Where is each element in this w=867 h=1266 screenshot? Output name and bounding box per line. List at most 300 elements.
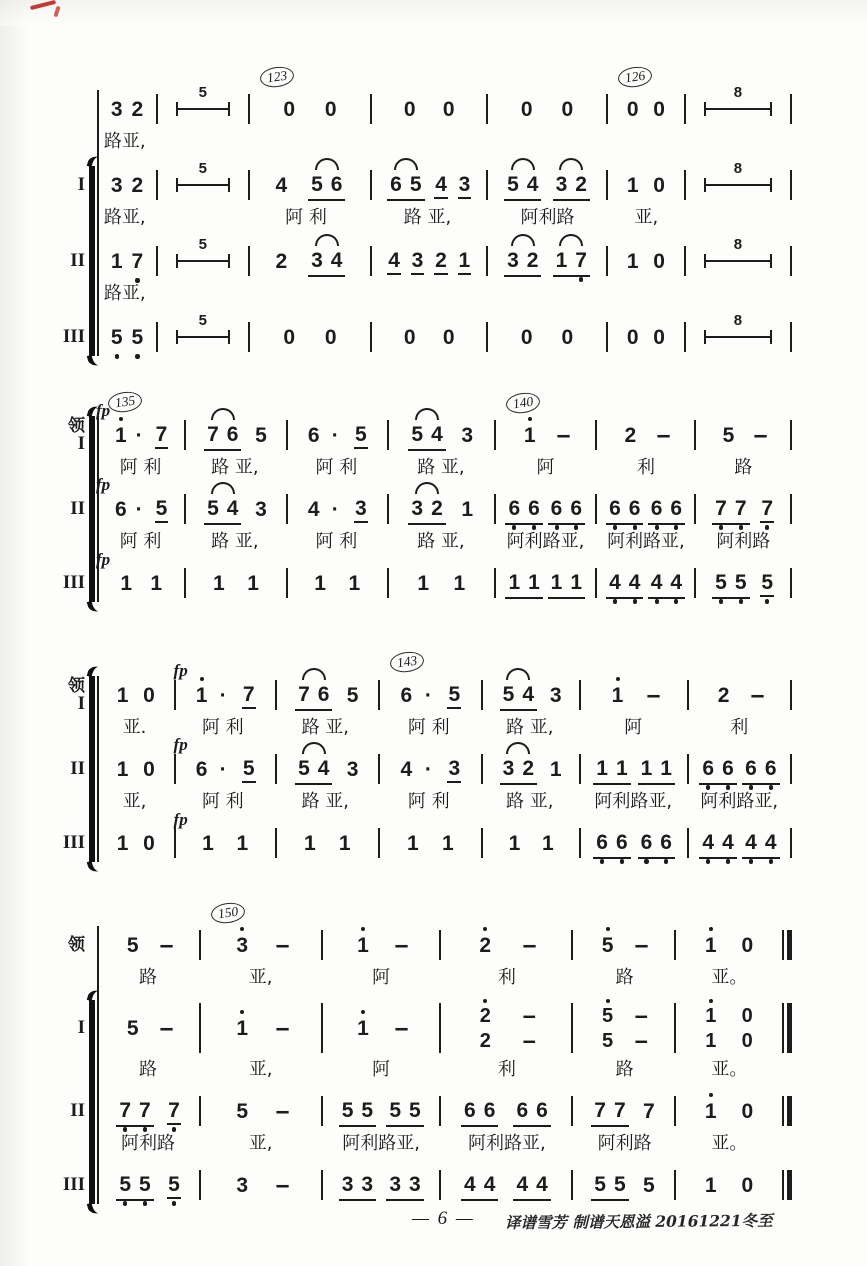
measure xyxy=(696,423,790,448)
rest-line xyxy=(704,336,772,338)
stave-label: III xyxy=(62,832,85,854)
note-row xyxy=(98,312,792,356)
slur-beam-group xyxy=(204,420,241,451)
beam-group xyxy=(606,494,643,525)
stave-row xyxy=(40,474,792,552)
note: 6 xyxy=(528,496,540,520)
note: 3 xyxy=(341,1172,354,1196)
lyric-measure xyxy=(275,713,377,739)
lyric-measure xyxy=(323,963,439,989)
augmentation-dot: · xyxy=(424,683,432,707)
measure xyxy=(676,1005,782,1052)
note: 0 xyxy=(741,1004,753,1027)
note: 3 xyxy=(255,497,267,521)
lyric-text: 路 xyxy=(139,1059,158,1080)
lyric-measure xyxy=(388,453,494,479)
lyric-text: 路 亚, xyxy=(417,531,465,552)
note: 1 xyxy=(705,1004,717,1027)
lyric-text: 阿利路 xyxy=(520,207,575,228)
note: 0 xyxy=(653,249,665,273)
note: 5 xyxy=(139,1172,151,1196)
note: 3 xyxy=(354,496,368,523)
note: 1 xyxy=(704,1099,717,1123)
lyric-measure xyxy=(98,963,198,989)
lyric-text: 阿利路 xyxy=(716,531,771,552)
lyric-text: 阿利路亚, xyxy=(506,531,585,552)
lyric-text: 亚, xyxy=(634,207,659,228)
note: 4 xyxy=(609,570,621,594)
stave-row xyxy=(40,236,792,304)
measure xyxy=(686,84,790,117)
measure xyxy=(277,831,378,856)
lyric-measure xyxy=(98,1055,198,1081)
measure xyxy=(173,660,275,709)
stave-label: II xyxy=(70,250,85,272)
augmentation-dot: · xyxy=(331,423,339,447)
measure xyxy=(288,571,387,596)
lyric-measure xyxy=(173,787,272,813)
stave-main xyxy=(98,312,792,356)
stave-row xyxy=(40,1166,792,1204)
beam-group xyxy=(648,568,685,599)
lyric-text: 阿利路亚, xyxy=(467,1133,546,1154)
beam-group xyxy=(591,1170,628,1201)
multimeasure-rest xyxy=(704,236,772,269)
divisi-stack xyxy=(479,1005,492,1052)
divisi-stack xyxy=(633,1004,650,1052)
note: 6 xyxy=(400,683,413,707)
dash-note: - xyxy=(521,1004,537,1027)
note: 2 xyxy=(275,249,288,273)
slur-beam-group xyxy=(308,246,345,277)
system-bracket xyxy=(89,416,95,602)
note: 1 xyxy=(114,423,127,447)
note: 1 xyxy=(120,571,133,595)
note: 2 xyxy=(479,1029,491,1052)
beam-group xyxy=(593,754,630,785)
augmentation-dot: · xyxy=(135,497,143,521)
final-double-barline xyxy=(782,930,792,960)
lyric-text: 阿 利 xyxy=(315,531,358,552)
lyric-measure xyxy=(597,453,694,479)
note: 1 xyxy=(247,571,259,595)
lyric-measure xyxy=(689,787,791,813)
lyric-text: 路 亚, xyxy=(211,531,259,552)
lyric-row xyxy=(98,1056,792,1080)
measure xyxy=(686,312,790,345)
stave-main xyxy=(98,734,792,812)
note: 0 xyxy=(143,757,155,781)
note: 1 xyxy=(523,423,536,447)
note: 1 xyxy=(110,249,123,273)
end-barline xyxy=(790,754,792,784)
lyric-text: 阿 利 xyxy=(201,717,244,738)
dash-note: - xyxy=(158,1016,175,1040)
lyric-text: 阿 xyxy=(372,1059,391,1080)
note: 6 xyxy=(516,1098,529,1122)
note: 0 xyxy=(442,97,455,121)
measure xyxy=(380,652,481,709)
lyric-text: 亚。 xyxy=(711,967,748,988)
note: 5 xyxy=(411,422,424,446)
beam-group xyxy=(699,828,736,859)
note: 5 xyxy=(119,1172,132,1196)
note: 4 xyxy=(536,1172,548,1196)
lyric-text: 路 亚, xyxy=(506,717,554,738)
lyric-measure xyxy=(487,203,608,229)
note: 4 xyxy=(745,830,757,854)
note: 5 xyxy=(361,1098,374,1122)
note: 7 xyxy=(139,1098,151,1122)
measure xyxy=(201,1099,321,1124)
lyric-measure xyxy=(275,787,377,813)
lyric-text: 利 xyxy=(497,967,516,988)
note: 1 xyxy=(549,757,562,781)
note: 1 xyxy=(550,570,563,594)
note-row xyxy=(98,903,792,964)
note: 0 xyxy=(143,831,155,855)
measure xyxy=(441,933,571,958)
lyric-text: 阿 利 xyxy=(201,791,244,812)
note: 6 xyxy=(550,496,563,520)
lyric-measure xyxy=(580,787,687,813)
lyric-measure xyxy=(575,1129,675,1155)
stave-main xyxy=(98,1092,792,1154)
lyric-row xyxy=(98,788,792,812)
note: 0 xyxy=(561,97,574,121)
beam-group xyxy=(505,494,542,525)
note: 0 xyxy=(520,325,533,349)
dash-note: - xyxy=(274,1173,291,1197)
measure xyxy=(483,831,580,856)
note: 6 xyxy=(307,423,320,447)
measure xyxy=(98,933,199,958)
measure xyxy=(323,1096,439,1127)
note: 6 xyxy=(628,496,641,520)
stave-main xyxy=(96,549,792,602)
measure xyxy=(573,933,674,958)
page-number: — 6 — xyxy=(412,1208,475,1229)
note: 0 xyxy=(403,97,416,121)
slur-beam-group xyxy=(504,170,541,201)
lyric-text: 亚, xyxy=(248,1059,273,1080)
lyric-measure xyxy=(173,713,272,739)
note: 5 xyxy=(155,496,169,523)
note: 6 xyxy=(615,830,628,854)
stave-label: I xyxy=(77,174,85,196)
stave-label: I xyxy=(77,432,85,454)
note: 4 xyxy=(670,570,683,594)
note: 5 xyxy=(131,325,144,349)
measure xyxy=(158,160,247,193)
measure xyxy=(686,160,790,193)
note: 1 xyxy=(528,570,540,594)
beam-group xyxy=(638,828,675,859)
dash-note: - xyxy=(393,933,410,957)
lyric-measure xyxy=(200,1129,321,1155)
measure xyxy=(608,67,684,122)
lyric-text: 路 xyxy=(139,967,158,988)
measure xyxy=(288,422,387,449)
measure xyxy=(186,494,285,525)
dash-note: - xyxy=(752,423,769,447)
final-double-barline xyxy=(782,1003,792,1053)
measure xyxy=(573,1005,674,1052)
measure xyxy=(98,1096,199,1127)
stave-main xyxy=(98,160,792,228)
measure xyxy=(608,325,684,350)
note: 6 xyxy=(195,757,208,781)
measure xyxy=(581,828,687,859)
measure xyxy=(372,170,486,201)
lyric-text: 利 xyxy=(730,717,749,738)
measure xyxy=(98,325,156,350)
lyric-text: 路亚, xyxy=(103,131,146,152)
note: 3 xyxy=(549,683,562,707)
multimeasure-rest xyxy=(176,160,229,193)
lyric-measure xyxy=(98,713,171,739)
beam-group xyxy=(712,568,749,599)
lyric-text: 阿 xyxy=(624,717,643,738)
lyric-row xyxy=(98,280,792,304)
note: 1 xyxy=(303,831,316,855)
measure xyxy=(158,84,247,117)
note: 0 xyxy=(741,933,754,957)
stave-row xyxy=(40,160,792,228)
multimeasure-rest xyxy=(176,84,229,117)
measure xyxy=(98,1016,199,1041)
stave-label: III xyxy=(62,326,85,348)
lyric-text: 阿利路 xyxy=(597,1133,652,1154)
note: 1 xyxy=(508,831,521,855)
beam-group xyxy=(116,1096,153,1127)
note: 4 xyxy=(226,496,239,520)
lyric-row xyxy=(98,714,792,738)
lyric-measure xyxy=(244,203,368,229)
rest-measure-count: 8 xyxy=(733,84,743,101)
note: 1 xyxy=(704,1173,717,1197)
note: 3 xyxy=(389,1172,402,1196)
lyric-measure xyxy=(98,453,183,479)
dynamic-fp-marking: fp xyxy=(173,734,188,754)
note-row xyxy=(98,236,792,280)
note: 4 xyxy=(330,248,343,272)
note-row xyxy=(98,1166,792,1204)
dash-note: - xyxy=(555,423,572,447)
note: 3 xyxy=(461,423,474,447)
measure xyxy=(389,420,494,451)
beam-group xyxy=(386,1096,423,1127)
note: 4 xyxy=(628,570,641,594)
stave-label: 领 xyxy=(68,675,85,695)
note: 5 xyxy=(447,682,461,709)
note: 0 xyxy=(741,1099,754,1123)
note: 6 xyxy=(670,496,683,520)
lyric-row xyxy=(98,454,792,478)
note: 3 xyxy=(507,248,519,272)
measure xyxy=(496,393,595,448)
stave-label: II xyxy=(70,498,85,520)
measure xyxy=(496,568,595,599)
stave-row xyxy=(40,652,792,738)
system-bracket xyxy=(89,166,95,356)
lyric-text: 阿 利 xyxy=(119,531,162,552)
lyric-text: 亚, xyxy=(248,967,273,988)
note: 5 xyxy=(354,422,368,449)
stave-main xyxy=(98,652,792,738)
note: 5 xyxy=(409,172,422,196)
lyric-text: 亚。 xyxy=(711,1059,748,1080)
note: 1 xyxy=(626,249,639,273)
system-start-barline xyxy=(97,90,99,356)
note: 5 xyxy=(602,1004,614,1027)
lyric-measure xyxy=(575,1055,675,1081)
note: 1 xyxy=(660,756,672,780)
scan-edge-top xyxy=(0,0,867,26)
note: 3 xyxy=(236,1173,249,1197)
measure xyxy=(277,754,378,785)
note: 5 xyxy=(760,570,774,597)
measure xyxy=(250,67,371,122)
note: 5 xyxy=(207,496,219,520)
augmentation-dot: · xyxy=(331,497,339,521)
measure xyxy=(98,1170,199,1201)
beam-group xyxy=(593,828,630,859)
lyric-text: 阿利路亚, xyxy=(594,791,673,812)
rest-line xyxy=(176,336,229,338)
divisi-stack xyxy=(601,1005,614,1052)
note: 7 xyxy=(131,249,144,273)
dash-note: - xyxy=(520,933,538,957)
measure xyxy=(441,1005,571,1052)
note: 3 xyxy=(411,496,424,520)
note: 5 xyxy=(722,423,735,447)
lyric-measure xyxy=(496,527,595,553)
measure xyxy=(98,249,156,274)
dynamic-fp-marking: fp xyxy=(173,660,188,680)
measure xyxy=(98,831,174,856)
stave-main xyxy=(98,236,792,304)
note: 3 xyxy=(236,933,249,957)
final-double-barline xyxy=(782,1096,792,1126)
note: 2 xyxy=(479,933,492,957)
measure xyxy=(98,757,174,782)
lyric-measure xyxy=(677,963,782,989)
multimeasure-rest xyxy=(704,160,772,193)
note: 2 xyxy=(717,683,730,707)
note: 3 xyxy=(411,248,425,275)
lyric-text: 阿 利 xyxy=(119,457,162,478)
augmentation-dot: · xyxy=(135,423,143,447)
end-barline xyxy=(790,568,792,598)
rest-measure-count: 5 xyxy=(198,236,207,253)
note: 0 xyxy=(626,325,639,349)
note: 5 xyxy=(255,423,267,447)
note: 1 xyxy=(314,571,326,595)
divisi-stack xyxy=(521,1004,537,1052)
measure xyxy=(323,1170,439,1201)
lyric-text: 路亚, xyxy=(103,207,146,228)
lyric-measure xyxy=(441,963,573,989)
lyric-text: 路 亚, xyxy=(403,207,452,228)
note: 0 xyxy=(653,325,665,349)
note: 5 xyxy=(236,1099,249,1123)
lyric-measure xyxy=(185,527,284,553)
note: 7 xyxy=(594,1098,606,1122)
rest-measure-count: 8 xyxy=(733,160,743,177)
rest-measure-count: 5 xyxy=(198,312,207,329)
measure xyxy=(676,933,782,958)
note: 6 xyxy=(508,496,521,520)
note: 6 xyxy=(226,422,239,446)
slur-beam-group xyxy=(295,680,332,711)
note: 6 xyxy=(702,756,715,780)
measure xyxy=(98,97,156,122)
note: 5 xyxy=(502,682,515,706)
note: 1 xyxy=(461,497,474,521)
note: 2 xyxy=(575,172,587,196)
note-row xyxy=(98,809,792,862)
lyric-text: 亚, xyxy=(122,791,147,812)
note: 1 xyxy=(407,831,419,855)
note: 1 xyxy=(626,173,639,197)
measure xyxy=(158,312,247,345)
note: 0 xyxy=(143,683,155,707)
end-barline xyxy=(790,322,792,352)
measure xyxy=(250,325,371,350)
note: 1 xyxy=(348,571,361,595)
beam-group xyxy=(742,828,779,859)
dash-note: - xyxy=(749,683,766,707)
end-barline xyxy=(790,420,792,450)
measure xyxy=(441,1096,571,1127)
note: 5 xyxy=(341,1098,354,1122)
lyric-text: 路 xyxy=(734,457,753,478)
measure xyxy=(201,1016,321,1041)
lyric-text: 阿 利 xyxy=(315,457,358,478)
note: 1 xyxy=(116,683,129,707)
lyric-row xyxy=(98,204,792,228)
note: 0 xyxy=(442,325,455,349)
lyric-measure xyxy=(98,787,171,813)
note: 0 xyxy=(741,1029,753,1052)
measure xyxy=(96,474,184,523)
note: 5 xyxy=(409,1098,421,1122)
note: 4 xyxy=(434,172,448,199)
page-footer xyxy=(0,1208,867,1238)
lyric-measure xyxy=(689,713,791,739)
lyric-measure xyxy=(388,527,494,553)
note: 1 xyxy=(236,1016,249,1040)
note-row xyxy=(96,392,792,454)
note: 5 xyxy=(298,756,310,780)
note: 7 xyxy=(242,682,256,709)
divisi-stack xyxy=(704,1005,717,1052)
note: 7 xyxy=(613,1098,626,1122)
measure-number-badge: 140 xyxy=(504,390,541,415)
lyric-measure xyxy=(287,453,386,479)
stave-label: II xyxy=(70,758,85,780)
note: 6 xyxy=(390,172,402,196)
stave-label: 领 xyxy=(68,415,85,435)
lyric-text: 阿 xyxy=(536,457,555,478)
note: 5 xyxy=(346,683,359,707)
end-barline xyxy=(790,94,792,124)
measure xyxy=(676,1173,782,1198)
slur-beam-group xyxy=(408,494,445,525)
note: 7 xyxy=(207,422,219,446)
note: 6 xyxy=(745,756,757,780)
